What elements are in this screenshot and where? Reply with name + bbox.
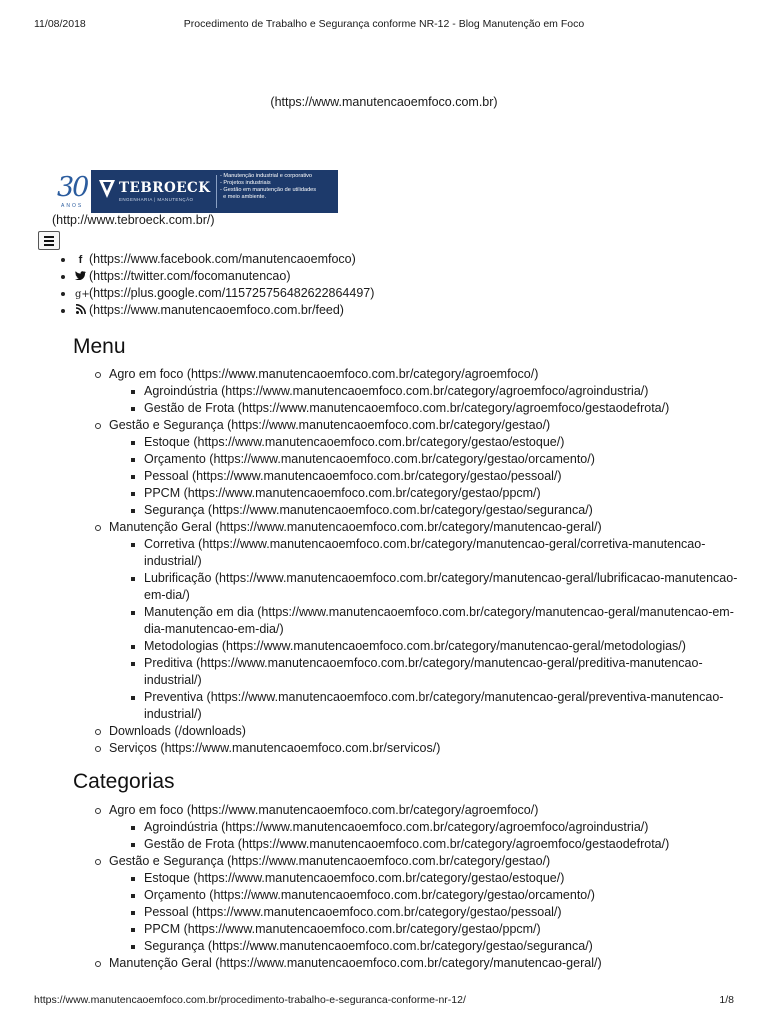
submenu-item-label[interactable]: Pessoal (https://www.manutencaoemfoco.com.br/category/gestao/pessoal/) — [144, 469, 562, 483]
categorias-tree — [109, 802, 739, 972]
submenu — [109, 536, 739, 723]
submenu-item[interactable] — [144, 638, 739, 655]
submenu-item[interactable] — [144, 604, 739, 638]
site-home-link[interactable]: (https://www.manutencaoemfoco.com.br) — [270, 95, 498, 109]
submenu-item-label[interactable]: Estoque (https://www.manutencaoemfoco.com.br/category/gestao/estoque/) — [144, 435, 565, 449]
social-link-facebook[interactable] — [75, 251, 374, 268]
subcategory-item[interactable] — [144, 819, 739, 836]
social-link-twitter[interactable] — [75, 268, 374, 285]
category-item-gestao[interactable] — [109, 853, 739, 955]
social-link-text[interactable]: (https://www.facebook.com/manutencaoemfoco) — [89, 252, 356, 266]
anniversary-badge — [55, 172, 91, 212]
google-plus-icon: g+ — [75, 289, 90, 300]
subcategory-item[interactable] — [144, 921, 739, 938]
submenu-item-label[interactable]: Corretiva (https://www.manutencaoemfoco.com.br/category/manutencao-geral/corretiva-manutencao-industrial/) — [144, 537, 706, 568]
submenu — [109, 434, 739, 519]
subcategory-list — [109, 870, 739, 955]
subcategory-item-label[interactable]: Gestão de Frota (https://www.manutencaoemfoco.com.br/category/agroemfoco/gestaodefrota/) — [144, 837, 670, 851]
submenu-item[interactable] — [144, 655, 739, 689]
subcategory-item-label[interactable]: Pessoal (https://www.manutencaoemfoco.com.br/category/gestao/pessoal/) — [144, 905, 562, 919]
hamburger-menu-button[interactable] — [38, 231, 60, 250]
submenu-item-label[interactable]: Metodologias (https://www.manutencaoemfoco.com.br/category/manutencao-geral/metodologias/) — [144, 639, 686, 653]
subcategory-item-label[interactable]: Segurança (https://www.manutencaoemfoco.com.br/category/gestao/seguranca/) — [144, 939, 593, 953]
menu-item-label[interactable]: Agro em foco (https://www.manutencaoemfoco.com.br/category/agroemfoco/) — [109, 367, 539, 381]
print-header-date: 11/08/2018 — [34, 18, 86, 30]
submenu-item-label[interactable]: Preditiva (https://www.manutencaoemfoco.com.br/category/manutencao-geral/preditiva-manutencao-industrial/) — [144, 656, 703, 687]
submenu-item[interactable] — [144, 570, 739, 604]
menu-icon — [44, 236, 54, 238]
social-links — [75, 251, 374, 319]
subcategory-item[interactable] — [144, 887, 739, 904]
tebroeck-banner[interactable] — [55, 170, 338, 213]
banner-line: e meio ambiente. — [220, 194, 267, 200]
subcategory-item-label[interactable]: Agroindústria (https://www.manutencaoemfoco.com.br/category/agroemfoco/agroindustria/) — [144, 820, 649, 834]
banner-brand-sub: ENGENHARIA | MANUTENÇÃO — [119, 197, 194, 202]
banner-box — [91, 170, 338, 213]
subcategory-item[interactable] — [144, 870, 739, 887]
social-link-rss[interactable] — [75, 302, 374, 319]
menu-item-label[interactable]: Downloads (/downloads) — [109, 724, 246, 738]
menu-tree — [109, 366, 739, 757]
social-link-google-plus[interactable] — [75, 285, 374, 302]
banner-link[interactable]: (http://www.tebroeck.com.br/) — [52, 213, 215, 227]
submenu-item-label[interactable]: Lubrificação (https://www.manutencaoemfoco.com.br/category/manutencao-geral/lubrificacao-manutencao-em-dia/) — [144, 571, 738, 602]
subcategory-item[interactable] — [144, 904, 739, 921]
category-item-label[interactable]: Agro em foco (https://www.manutencaoemfoco.com.br/category/agroemfoco/) — [109, 803, 539, 817]
submenu — [109, 383, 739, 417]
banner-line: - Projetos industriais — [220, 180, 271, 186]
banner-line: - Manutenção industrial e corporativo — [220, 173, 313, 179]
tebroeck-logo-icon — [99, 180, 115, 198]
subcategory-item[interactable] — [144, 938, 739, 955]
submenu-item[interactable] — [144, 502, 739, 519]
menu-item-manutencao[interactable] — [109, 519, 739, 723]
menu-item-servicos[interactable] — [109, 740, 739, 757]
banner-services — [220, 173, 316, 201]
print-footer-page: 1/8 — [719, 994, 734, 1006]
anniversary-number: 30 — [57, 172, 88, 203]
submenu-item-label[interactable]: PPCM (https://www.manutencaoemfoco.com.br/category/gestao/ppcm/) — [144, 486, 541, 500]
submenu-item[interactable] — [144, 536, 739, 570]
menu-item-agro[interactable] — [109, 366, 739, 417]
print-footer-url: https://www.manutencaoemfoco.com.br/procedimento-trabalho-e-seguranca-conforme-nr-12/ — [34, 994, 466, 1006]
social-link-text[interactable]: (https://www.manutencaoemfoco.com.br/feed) — [89, 303, 344, 317]
submenu-item-label[interactable]: Orçamento (https://www.manutencaoemfoco.com.br/category/gestao/orcamento/) — [144, 452, 595, 466]
menu-item-label[interactable]: Serviços (https://www.manutencaoemfoco.com.br/servicos/) — [109, 741, 441, 755]
facebook-icon: f — [78, 254, 83, 266]
subcategory-item-label[interactable]: Estoque (https://www.manutencaoemfoco.com.br/category/gestao/estoque/) — [144, 871, 565, 885]
categorias-heading: Categorias — [73, 770, 175, 793]
menu-item-label[interactable]: Manutenção Geral (https://www.manutencaoemfoco.com.br/category/manutencao-geral/) — [109, 520, 602, 534]
menu-item-downloads[interactable] — [109, 723, 739, 740]
menu-item-gestao[interactable] — [109, 417, 739, 519]
twitter-icon — [75, 269, 86, 286]
subcategory-item-label[interactable]: PPCM (https://www.manutencaoemfoco.com.br/category/gestao/ppcm/) — [144, 922, 541, 936]
menu-icon-bar — [44, 240, 54, 242]
menu-item-label[interactable]: Gestão e Segurança (https://www.manutencaoemfoco.com.br/category/gestao/) — [109, 418, 551, 432]
submenu-item[interactable] — [144, 468, 739, 485]
subcategory-item[interactable] — [144, 836, 739, 853]
submenu-item-label[interactable]: Segurança (https://www.manutencaoemfoco.com.br/category/gestao/seguranca/) — [144, 503, 593, 517]
menu-icon-bar — [44, 244, 54, 246]
rss-icon — [75, 303, 86, 320]
social-link-text[interactable]: (https://twitter.com/focomanutencao) — [89, 269, 291, 283]
category-item-agro[interactable] — [109, 802, 739, 853]
menu-heading: Menu — [73, 335, 126, 358]
submenu-item[interactable] — [144, 451, 739, 468]
submenu-item-label[interactable]: Gestão de Frota (https://www.manutencaoemfoco.com.br/category/agroemfoco/gestaodefrota/) — [144, 401, 670, 415]
subcategory-item-label[interactable]: Orçamento (https://www.manutencaoemfoco.com.br/category/gestao/orcamento/) — [144, 888, 595, 902]
banner-brand: TEBROECK — [119, 180, 211, 196]
banner-line: - Gestão em manutenção de utilidades — [220, 187, 317, 193]
submenu-item[interactable] — [144, 434, 739, 451]
submenu-item-label[interactable]: Manutenção em dia (https://www.manutencaoemfoco.com.br/category/manutencao-geral/manutencao-em-dia-manutencao-em-dia/) — [144, 605, 734, 636]
submenu-item-label[interactable]: Preventiva (https://www.manutencaoemfoco.com.br/category/manutencao-geral/preventiva-manutencao-industrial/) — [144, 690, 724, 721]
submenu-item[interactable] — [144, 383, 739, 400]
banner-divider — [216, 175, 217, 208]
submenu-item[interactable] — [144, 689, 739, 723]
submenu-item[interactable] — [144, 400, 739, 417]
subcategory-list — [109, 819, 739, 853]
submenu-item[interactable] — [144, 485, 739, 502]
category-item-label[interactable]: Gestão e Segurança (https://www.manutencaoemfoco.com.br/category/gestao/) — [109, 854, 551, 868]
category-item-label[interactable]: Manutenção Geral (https://www.manutencaoemfoco.com.br/category/manutencao-geral/) — [109, 956, 602, 970]
category-item-manutencao[interactable] — [109, 955, 739, 972]
submenu-item-label[interactable]: Agroindústria (https://www.manutencaoemfoco.com.br/category/agroemfoco/agroindustria/) — [144, 384, 649, 398]
anniversary-label: ANOS — [61, 203, 84, 209]
social-link-text[interactable]: (https://plus.google.com/115725756482622864497) — [89, 286, 375, 300]
print-header-title: Procedimento de Trabalho e Segurança conforme NR-12 - Blog Manutenção em Foco — [183, 18, 585, 30]
